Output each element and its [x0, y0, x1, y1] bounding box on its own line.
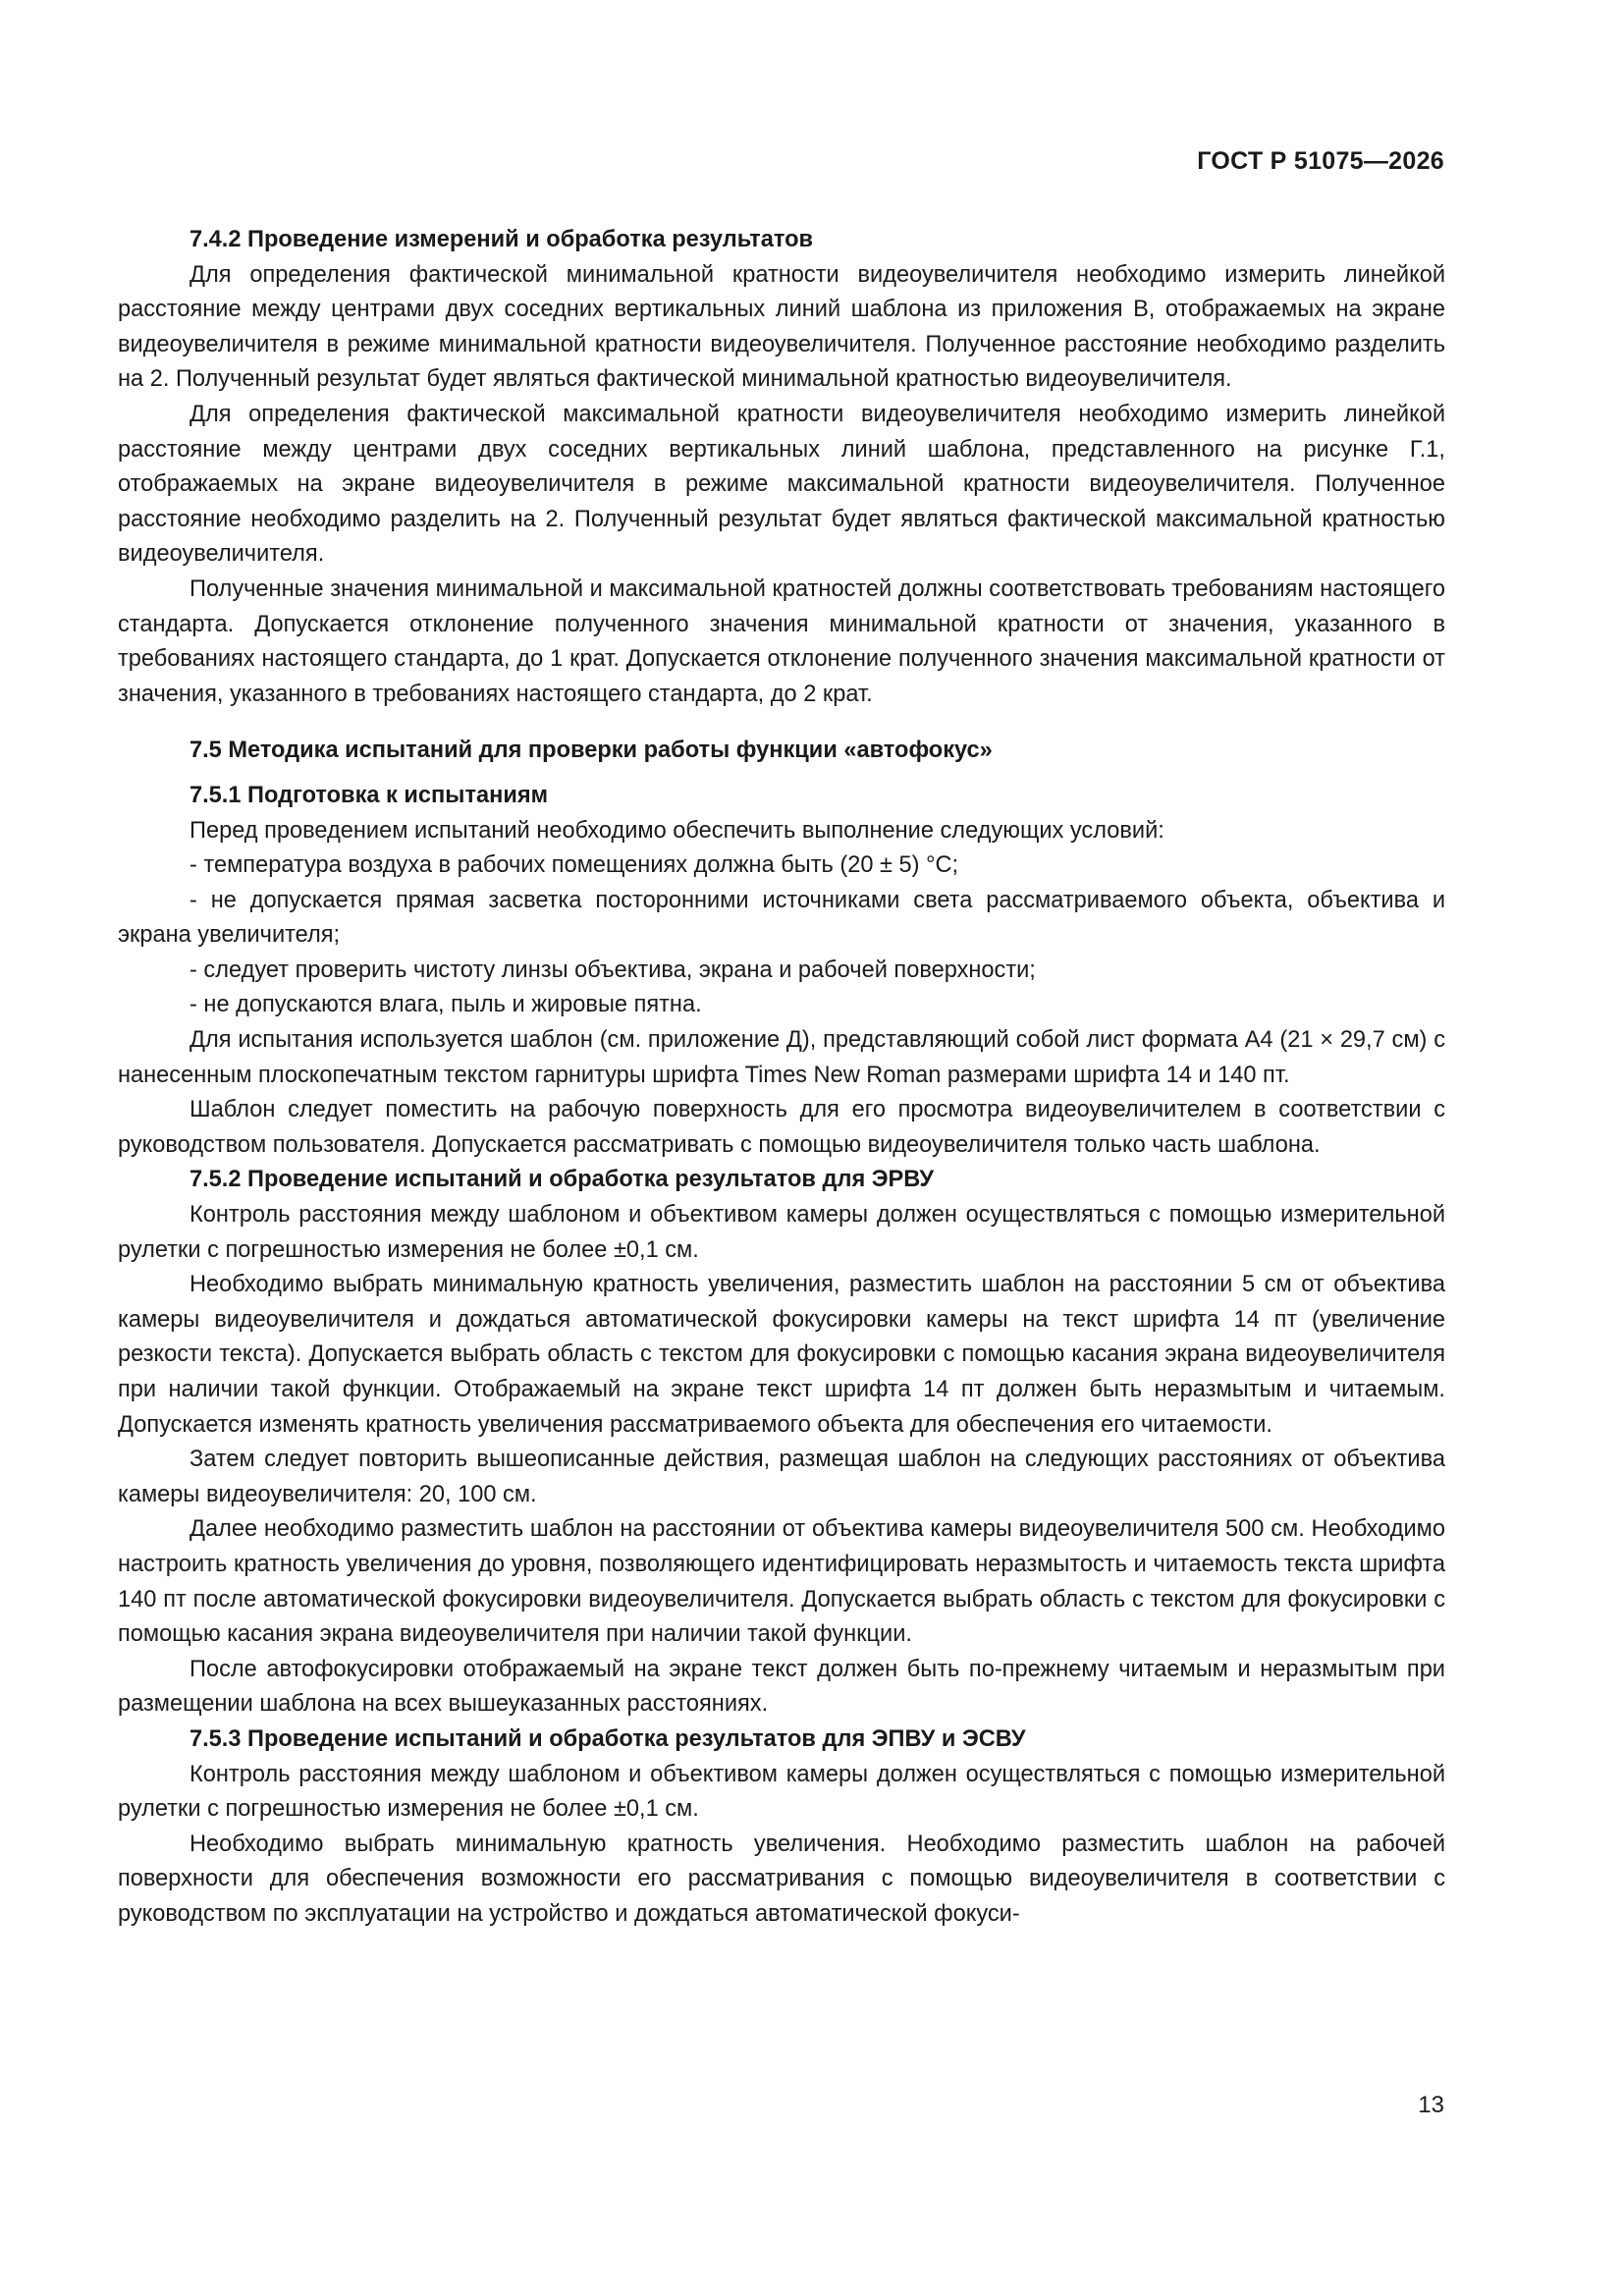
list-item: - не допускается прямая засветка посторонними источниками света рассматриваемого объекта, объектива и экрана увеличителя; [118, 887, 1445, 949]
paragraph: Далее необходимо разместить шаблон на расстоянии от объектива камеры видеоувеличителя 500 см. Необходимо настроить кратность увеличения до уровня, позволяющего идентифицировать неразмытость и читаемость текста шрифта 140 пт после автоматической фокусировки видеоувеличителя. Допускается выбрать область с текстом для фокусировки с помощью касания экрана видеоувеличителя при наличии такой функции. [118, 1516, 1445, 1648]
paragraph: Перед проведением испытаний необходимо обеспечить выполнение следующих условий: [189, 817, 1164, 844]
paragraph: Для испытания используется шаблон (см. приложение Д), представляющий собой лист формата А4 (21 × 29,7 см) с нанесенным плоскопечатным текстом гарнитуры шрифта Times New Roman размерами шрифта 14 и 140 пт. [118, 1027, 1445, 1088]
paragraph: Контроль расстояния между шаблоном и объективом камеры должен осуществляться с помощью измерительной рулетки с погрешностью измерения не более ±0,1 см. [118, 1761, 1445, 1823]
paragraph: Для определения фактической минимальной кратности видеоувеличителя необходимо измерить линейкой расстояние между центрами двух соседних вертикальных линий шаблона из приложения В, отображаемых на экране видеоувеличителя в режиме минимальной кратности видеоувеличителя. Полученное расстояние необходимо разделить на 2. Полученный результат будет являться фактической минимальной кратностью видеоувеличителя. [118, 261, 1445, 393]
paragraph: После автофокусировки отображаемый на экране текст должен быть по-прежнему читаемым и неразмытым при размещении шаблона на всех вышеуказанных расстояниях. [118, 1656, 1445, 1718]
standard-number-header: ГОСТ Р 51075—2026 [1197, 147, 1444, 175]
paragraph: Для определения фактической максимальной кратности видеоувеличителя необходимо измерить линейкой расстояние между центрами двух соседних вертикальных линий шаблона, представленного на рисунке Г.1, отображаемых на экране видеоувеличителя в режиме максимальной кратности видеоувеличителя. Полученное расстояние необходимо разделить на 2. Полученный результат будет являться фактической максимальной кратностью видеоувеличителя. [118, 401, 1445, 568]
section-heading-7-4-2: 7.4.2 Проведение измерений и обработка результатов [189, 227, 813, 252]
section-heading-7-5-3: 7.5.3 Проведение испытаний и обработка результатов для ЭПВУ и ЭСВУ [189, 1725, 1026, 1752]
list-item: - следует проверить чистоту линзы объектива, экрана и рабочей поверхности; [189, 957, 1036, 983]
list-item: - температура воздуха в рабочих помещениях должна быть (20 ± 5) °C; [189, 852, 959, 879]
paragraph: Необходимо выбрать минимальную кратность увеличения, разместить шаблон на расстоянии 5 см от объектива камеры видеоувеличителя и дождаться автоматической фокусировки камеры на текст шрифта 14 пт (увеличение резкости текста). Допускается выбрать область с текстом для фокусировки с помощью касания экрана видеоувеличителя при наличии такой функции. Отображаемый на экране текст шрифта 14 пт должен быть неразмытым и читаемым. Допускается изменять кратность увеличения рассматриваемого объекта для обеспечения его читаемости. [118, 1272, 1445, 1438]
paragraph: Затем следует повторить вышеописанные действия, размещая шаблон на следующих расстояниях от объектива камеры видеоувеличителя: 20, 100 см. [118, 1447, 1445, 1507]
list-item: - не допускаются влага, пыль и жировые пятна. [189, 992, 702, 1018]
document-body [118, 223, 1445, 1933]
paragraph: Контроль расстояния между шаблоном и объективом камеры должен осуществляться с помощью измерительной рулетки с погрешностью измерения не более ±0,1 см. [118, 1202, 1445, 1263]
section-heading-7-5-1: 7.5.1 Подготовка к испытаниям [189, 782, 549, 808]
paragraph: Необходимо выбрать минимальную кратность увеличения. Необходимо разместить шаблон на рабочей поверхности для обеспечения возможности его рассматривания с помощью видеоувеличителя в соответствии с руководством по эксплуатации на устройство и дождаться автоматической фокуси- [118, 1831, 1445, 1927]
section-heading-7-5: 7.5 Методика испытаний для проверки работы функции «автофокус» [189, 738, 993, 764]
paragraph: Шаблон следует поместить на рабочую поверхность для его просмотра видеоувеличителем в соответствии с руководством пользователя. Допускается рассматривать с помощью видеоувеличителя только часть шаблона. [118, 1097, 1445, 1158]
page-number: 13 [1418, 2092, 1444, 2118]
section-heading-7-5-2: 7.5.2 Проведение испытаний и обработка результатов для ЭРВУ [189, 1167, 935, 1193]
paragraph: Полученные значения минимальной и максимальной кратностей должны соответствовать требованиям настоящего стандарта. Допускается отклонение полученного значения минимальной кратности от значения, указанного в требованиях настоящего стандарта, до 1 крат. Допускается отклонение полученного значения максимальной кратности от значения, указанного в требованиях настоящего стандарта, до 2 крат. [118, 575, 1445, 707]
